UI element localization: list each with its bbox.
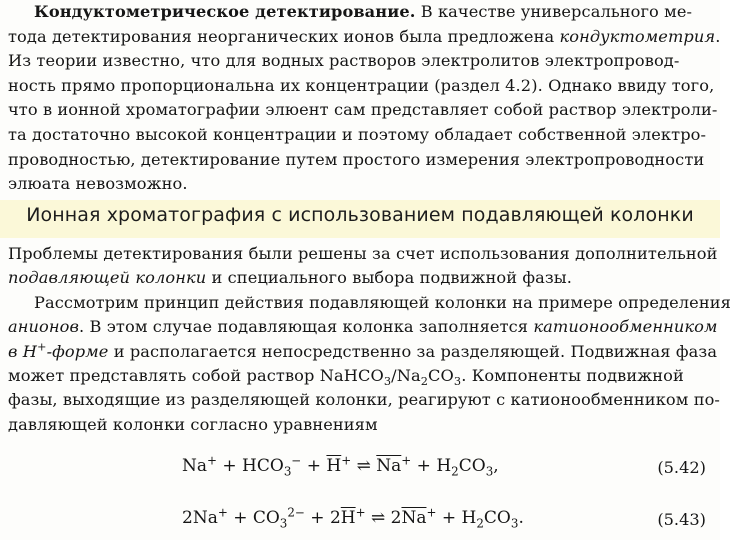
italic-term: подавляющей колонки — [8, 268, 207, 288]
text-line: ность прямо пропорциональна их концентрации (раздел 4.2). Однако ввиду того, — [8, 75, 715, 95]
equation-number: (5.42) — [657, 458, 706, 477]
text-line: давляющей колонки согласно уравнениям — [8, 414, 378, 434]
top-paragraph — [8, 0, 721, 197]
text-line: может представлять собой раствор $NaHCO_3/Na_2CO_3$. Компоненты подвижной — [8, 366, 684, 389]
text-line: в H+-форме и располагается непосредственно за разделяющей. Подвижная фаза — [8, 339, 718, 361]
equation-5-42: $Na^+ + HCO_3^- + \overline{H}^+$ ⇌ $\overline{Na}^+ + H_2CO_3$, — [182, 453, 499, 479]
equation-5-43: $2Na^+ + CO_3^{2-} + 2\overline{H}^+$ ⇌ $2\overline{Na}^+ + H_2CO_3$. — [182, 505, 524, 531]
bold-term: Кондуктометрическое детектирование. — [34, 2, 416, 21]
section-heading: Ионная хроматография с использованием подавляющей колонки — [26, 204, 694, 226]
text-line: Рассмотрим принцип действия подавляющей колонки на примере определения — [34, 292, 731, 312]
text-line: фазы, выходящие из разделяющей колонки, реагируют с катионообменником по- — [8, 390, 721, 410]
text-line: та достаточно высокой концентрации и поэтому обладает собственной электро- — [8, 124, 707, 144]
text-line: подавляющей колонки и специального выбора подвижной фазы. — [8, 268, 573, 288]
text-line: тода детектирования неорганических ионов была предложена кондуктометрия. — [8, 26, 721, 46]
italic-term: катионообменником — [533, 317, 718, 337]
text-line: Из теории известно, что для водных растворов электролитов электропровод- — [8, 51, 680, 71]
italic-term: кондуктометрия — [559, 26, 716, 46]
text-line: проводностью, детектирование путем простого измерения электропроводности — [8, 149, 705, 169]
text-line: анионов. В этом случае подавляющая колонка заполняется катионообменником — [8, 317, 718, 337]
italic-term: анионов — [8, 317, 80, 337]
text-line: Кондуктометрическое детектирование. В качестве универсального ме- — [34, 2, 693, 21]
text-line: что в ионной хроматографии элюент сам представляет собой раствор электроли- — [8, 100, 718, 120]
equation-number: (5.43) — [657, 510, 706, 529]
text-line: Проблемы детектирования были решены за счет использования дополнительной — [8, 244, 718, 263]
bottom-paragraph — [8, 242, 731, 437]
text-line: элюата невозможно. — [8, 174, 188, 194]
